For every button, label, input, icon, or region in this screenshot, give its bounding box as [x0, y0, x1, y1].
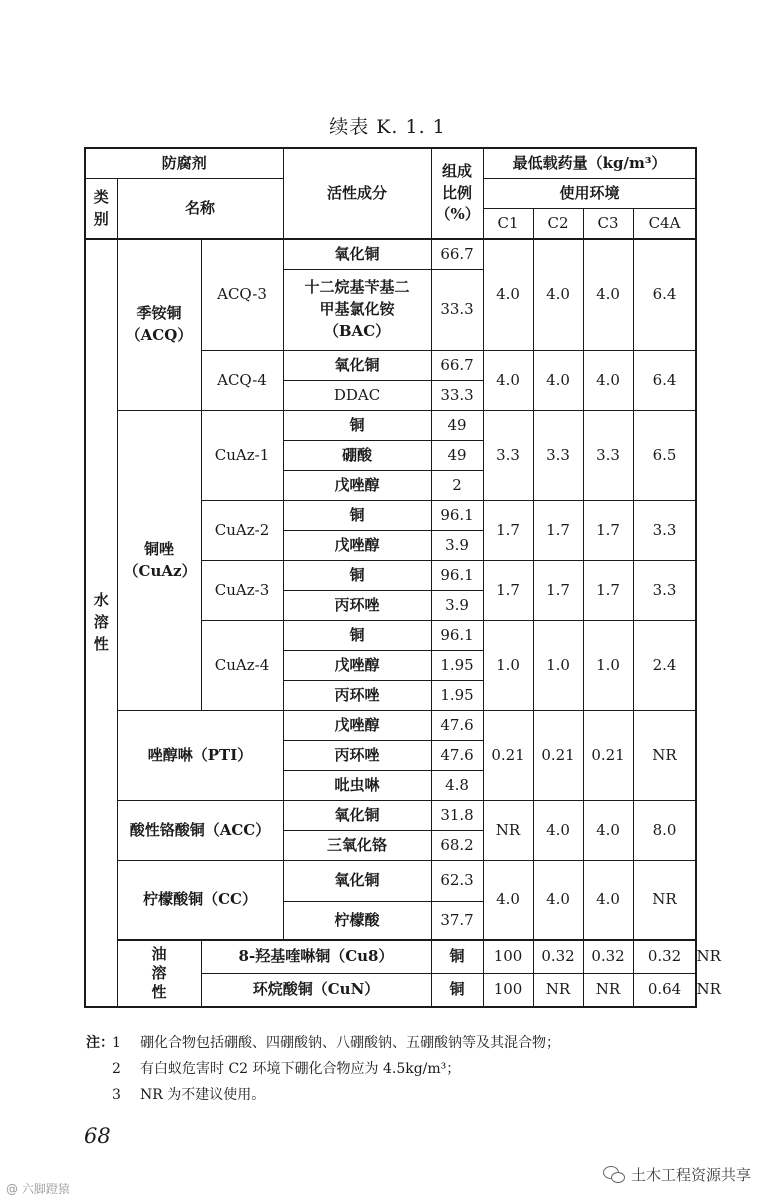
- load-c1: 4.0: [483, 861, 533, 941]
- page-number: 68: [84, 1124, 111, 1148]
- active-ingredient: 铜: [283, 561, 431, 591]
- formula-cuaz1: CuAz-1: [201, 411, 283, 501]
- load-c4a: 3.3: [633, 501, 696, 561]
- load-c3: 1.0: [583, 621, 633, 711]
- load-c1: 3.3: [483, 411, 533, 501]
- load-c2: 0.21: [533, 711, 583, 801]
- note-text: 硼化合物包括硼酸、四硼酸钠、八硼酸钠、五硼酸钠等及其混合物；: [140, 1035, 560, 1051]
- active-ingredient: 吡虫啉: [283, 771, 431, 801]
- active-ingredient: 铜: [431, 940, 483, 974]
- header-active: 活性成分: [283, 148, 431, 239]
- composition-pct: 33.3: [431, 270, 483, 351]
- composition-pct: 1.95: [431, 681, 483, 711]
- header-c1: C1: [483, 209, 533, 240]
- load-c1: NR: [483, 801, 533, 861]
- load-c4a: 8.0: [633, 801, 696, 861]
- load-c3: 4.0: [583, 801, 633, 861]
- load-c4a: NR: [633, 861, 696, 941]
- formula-cuaz2: CuAz-2: [201, 501, 283, 561]
- load-c4a: 6.4: [633, 351, 696, 411]
- header-composition: 组成比例（%）: [431, 148, 483, 239]
- active-ingredient: 戊唑醇: [283, 711, 431, 741]
- load-c1: 4.0: [483, 351, 533, 411]
- load-c3: 4.0: [583, 239, 633, 351]
- active-ingredient: 丙环唑: [283, 681, 431, 711]
- active-ingredient: 戊唑醇: [283, 531, 431, 561]
- active-ingredient: 氧化铜: [283, 239, 431, 270]
- load-c4a: 2.4: [633, 621, 696, 711]
- active-ingredient: 三氧化铬: [283, 831, 431, 861]
- product-cun: 环烷酸铜（CuN）: [201, 974, 431, 1008]
- composition-pct: 33.3: [431, 381, 483, 411]
- watermark-right: [603, 1164, 751, 1185]
- load-c2: 1.0: [533, 621, 583, 711]
- active-ingredient: 铜: [283, 501, 431, 531]
- product-acq: 季铵铜（ACQ）: [117, 239, 201, 411]
- load-c1: 1.7: [483, 561, 533, 621]
- load-c2: NR: [583, 974, 633, 1008]
- load-c2: 3.3: [533, 411, 583, 501]
- load-c2: 1.7: [533, 501, 583, 561]
- header-category: 类 别: [85, 179, 117, 240]
- product-cc: 柠檬酸铜（CC）: [117, 861, 283, 941]
- active-ingredient: 氧化铜: [283, 801, 431, 831]
- active-ingredient: 硼酸: [283, 441, 431, 471]
- composition-pct: 68.2: [431, 831, 483, 861]
- note-number: 1: [112, 1035, 121, 1051]
- formula-cuaz3: CuAz-3: [201, 561, 283, 621]
- composition-pct: 96.1: [431, 501, 483, 531]
- note-item: [86, 1030, 560, 1056]
- header-preservative: 防腐剂: [85, 148, 283, 179]
- note-number: 2: [112, 1061, 121, 1077]
- composition-pct: 3.9: [431, 531, 483, 561]
- load-c1: 0.21: [483, 711, 533, 801]
- active-ingredient: DDAC: [283, 381, 431, 411]
- header-env: 使用环境: [483, 179, 696, 209]
- watermark-left: @ 六脚蹬猿: [6, 1182, 70, 1196]
- load-c3: 4.0: [583, 861, 633, 941]
- composition-pct: 66.7: [431, 239, 483, 270]
- wechat-icon: [603, 1166, 625, 1184]
- load-c1: 4.0: [483, 239, 533, 351]
- group-oil-soluble: 油 溶 性: [117, 940, 201, 1007]
- active-ingredient: 氧化铜: [283, 861, 431, 902]
- composition-pct: 100: [483, 974, 533, 1008]
- note-item: [86, 1056, 560, 1082]
- header-c3: C3: [583, 209, 633, 240]
- active-ingredient: 铜: [283, 411, 431, 441]
- composition-pct: 96.1: [431, 561, 483, 591]
- active-ingredient: 铜: [283, 621, 431, 651]
- load-c3: 0.21: [583, 711, 633, 801]
- load-c1: 1.0: [483, 621, 533, 711]
- product-cu8: 8-羟基喹啉铜（Cu8）: [201, 940, 431, 974]
- note-number: 3: [112, 1087, 121, 1103]
- formula-acq4: ACQ-4: [201, 351, 283, 411]
- note-item: [86, 1082, 560, 1108]
- load-c4a: 6.4: [633, 239, 696, 351]
- composition-pct: 47.6: [431, 711, 483, 741]
- note-text: 有白蚁危害时 C2 环境下硼化合物应为 4.5kg/m³；: [140, 1061, 461, 1077]
- load-c1: 1.7: [483, 501, 533, 561]
- composition-pct: 4.8: [431, 771, 483, 801]
- formula-acq3: ACQ-3: [201, 239, 283, 351]
- formula-cuaz4: CuAz-4: [201, 621, 283, 711]
- load-c1: NR: [533, 974, 583, 1008]
- load-c2: 4.0: [533, 801, 583, 861]
- product-cuaz: 铜唑（CuAz）: [117, 411, 201, 711]
- load-c2: 0.32: [583, 940, 633, 974]
- composition-pct: 37.7: [431, 902, 483, 941]
- load-c3: 4.0: [583, 351, 633, 411]
- header-c4a: C4A: [633, 209, 696, 240]
- composition-pct: 2: [431, 471, 483, 501]
- load-c3: 0.32: [633, 940, 696, 974]
- load-c3: 3.3: [583, 411, 633, 501]
- header-c2: C2: [533, 209, 583, 240]
- composition-pct: 62.3: [431, 861, 483, 902]
- preservative-table: 防腐剂 活性成分 组成比例（%） 最低载药量（kg/m³） 类 别 名称 使用环境 C1 C2 C3 C4A 水 溶 性 季铵铜（ACQ） ACQ-3 氧化铜 66.7 4.0 4.0 4.0 6.4 十二烷基苄基二甲基氯化铵（BAC） 33.3 ACQ-4 氧化铜 66.7 4.0 4.0 4.0 6.4 DDAC 33.3 铜唑（CuAz） CuAz-1 铜 49 3.3 3.3 3.3 6.5 硼酸 49 戊唑醇 2 CuAz-2 铜 96.1 1.7 1.7 1.7 3.3 戊唑醇 3.9 CuAz-3 铜 96.1 1.7 1.7 1.7 3.3 丙环唑 3.9 CuAz-4 铜 96.1 1.0 1.0 1.0 2.4 戊唑醇 1.95 丙环唑 1.95 唑醇啉（PTI） 戊唑醇 47.6 0.21 0.21 0.21 NR 丙环唑 47.6 吡虫啉 4.8 酸性铬酸铜（ACC） 氧化铜 31.8 NR 4.0 4.0 8.0 三氧化铬 68.2 柠檬酸铜（CC） 氧化铜 62.3 4.0 4.0 4.0 NR 柠檬酸 37.7 油 溶 性 8-羟基喹啉铜（Cu8） 铜 100 0.32 0.32 0.32 NR 环烷酸铜（CuN） 铜 100 NR NR 0.64 NR: [84, 147, 697, 1008]
- active-ingredient: 丙环唑: [283, 741, 431, 771]
- active-ingredient: 丙环唑: [283, 591, 431, 621]
- note-lead: 注：: [86, 1035, 114, 1051]
- active-ingredient: 十二烷基苄基二甲基氯化铵（BAC）: [283, 270, 431, 351]
- table-caption: 续表 K. 1. 1: [329, 116, 446, 138]
- load-c2: 1.7: [533, 561, 583, 621]
- active-ingredient: 柠檬酸: [283, 902, 431, 941]
- load-c1: 0.32: [533, 940, 583, 974]
- load-c2: 4.0: [533, 351, 583, 411]
- header-min-load: 最低载药量（kg/m³）: [483, 148, 696, 179]
- composition-pct: 49: [431, 411, 483, 441]
- composition-pct: 66.7: [431, 351, 483, 381]
- load-c3: 1.7: [583, 561, 633, 621]
- load-c4a: 3.3: [633, 561, 696, 621]
- table-notes: [86, 1030, 560, 1108]
- product-acc: 酸性铬酸铜（ACC）: [117, 801, 283, 861]
- composition-pct: 100: [483, 940, 533, 974]
- load-c3: 1.7: [583, 501, 633, 561]
- note-text: NR 为不建议使用。: [140, 1087, 266, 1103]
- active-ingredient: 氧化铜: [283, 351, 431, 381]
- active-ingredient: 戊唑醇: [283, 471, 431, 501]
- active-ingredient: 铜: [431, 974, 483, 1008]
- active-ingredient: 戊唑醇: [283, 651, 431, 681]
- composition-pct: 1.95: [431, 651, 483, 681]
- header-name: 名称: [117, 179, 283, 240]
- composition-pct: 49: [431, 441, 483, 471]
- load-c4a: 6.5: [633, 411, 696, 501]
- composition-pct: 31.8: [431, 801, 483, 831]
- product-pti: 唑醇啉（PTI）: [117, 711, 283, 801]
- load-c2: 4.0: [533, 861, 583, 941]
- group-water-soluble: 水 溶 性: [85, 239, 117, 1007]
- composition-pct: 3.9: [431, 591, 483, 621]
- load-c4a: NR: [633, 711, 696, 801]
- watermark-right-text: 土木工程资源共享: [630, 1166, 751, 1184]
- composition-pct: 96.1: [431, 621, 483, 651]
- load-c2: 4.0: [533, 239, 583, 351]
- load-c3: 0.64: [633, 974, 696, 1008]
- composition-pct: 47.6: [431, 741, 483, 771]
